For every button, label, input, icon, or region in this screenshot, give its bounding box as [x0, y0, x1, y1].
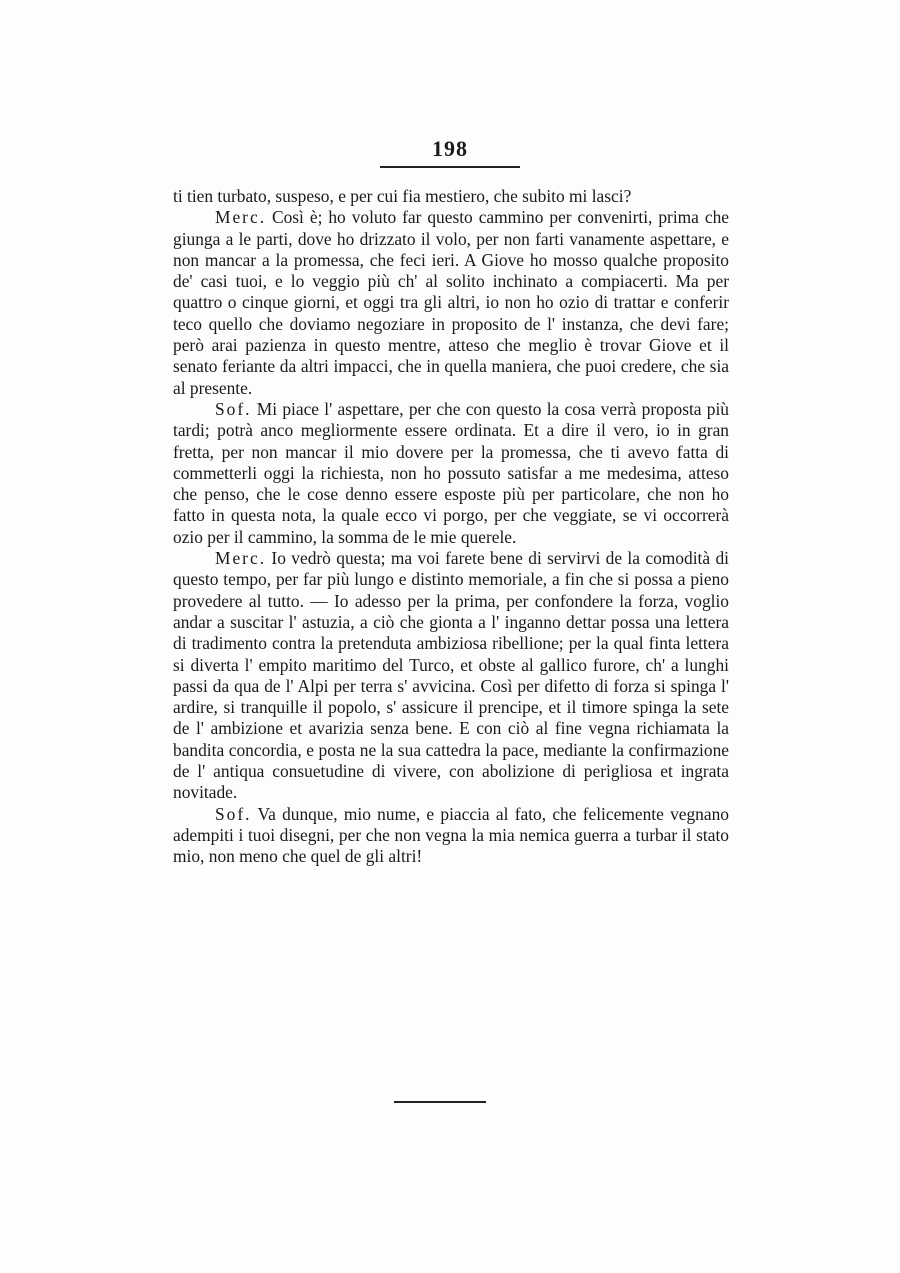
speaker-label: Merc.	[215, 207, 267, 228]
paragraph-merc-1	[173, 207, 729, 399]
paragraph-continuation	[173, 186, 729, 207]
paragraph-merc-2	[173, 548, 729, 804]
header-rule	[380, 166, 520, 168]
speaker-label: Merc.	[215, 548, 267, 569]
paragraph-text: ti tien turbato, suspeso, e per cui fia mestiero, che subito mi lasci?	[173, 186, 632, 206]
speaker-label: Sof.	[215, 398, 252, 419]
paragraph-text: Io vedrò questa; ma voi farete bene di servirvi de la comodità di questo tempo, per far più lungo e distinto memoriale, a fin che si possa a pieno provedere al tutto. — Io adesso per la prima, per confondere la forza, voglio andar a suscitar l' astuzia, a ciò che gionta a l' inganno dettar possa una lettera di tradimento contra la pretenduta ambiziosa ribellione; per la qual finta lettera si diverta l' empito maritimo del Turco, et obste al gallico furore, ch' a lunghi passi da qua de l' Alpi per terra s' avvicina. Così per difetto di forza si spinga l' ardire, si tranquille il popolo, s' assicure il prencipe, et il timore spinga la sete de l' ambizione et avarizia senza bene. E con ciò al fine vegna richiamata la bandita concordia, e posta ne la sua cattedra la pace, mediante la confirmazione de l' antiqua consuetudine di vivere, con abolizione di perigliosa et ingrata novitade.	[173, 548, 729, 803]
speaker-label: Sof.	[215, 803, 252, 824]
body-text	[173, 186, 729, 868]
page-number: 198	[432, 136, 468, 161]
paragraph-sof-2	[173, 804, 729, 868]
paragraph-text: Mi piace l' aspettare, per che con questo la cosa verrà proposta più tardi; potrà anco megliormente essere ordinata. Et a dire il vero, io in gran fretta, per non mancar il mio dovere per la promessa, che ti avevo fatta di commetterli oggi la richiesta, non ho possuto satisfar a me medesima, atteso che penso, che le cose denno essere esposte più per particolare, che non ho fatto in questa nota, la quale ecco vi porgo, per che veggiate, se vi occorrerà ozio per il cammino, la somma de le mie querele.	[173, 398, 729, 547]
paragraph-sof-1	[173, 399, 729, 548]
footer-rule	[394, 1101, 486, 1103]
paragraph-text: Va dunque, mio nume, e piaccia al fato, che felicemente vegnano adempiti i tuoi disegni, per che non vegna la mia nemica guerra a turbar il stato mio, non meno che quel de gli altri!	[173, 803, 729, 867]
paragraph-text: Così è; ho voluto far questo cammino per convenirti, prima che giunga a le parti, dove ho drizzato il volo, per non farti vanamente aspettare, e non mancar a la promessa, che feci ieri. A Giove ho mosso qualche proposito de' casi tuoi, e lo veggio più ch' al solito inchinato a compiacerti. Ma per quattro o cinque giorni, et oggi tra gli altri, io non ho ozio di trattar e conferir teco quello che doviamo negoziare in proposito de l' instanza, che devi fare; però arai pazienza in questo mentre, atteso che meglio è trovar Giove et il senato feriante da altri impacci, che in quella maniera, che puoi credere, che sia al presente.	[173, 207, 729, 398]
